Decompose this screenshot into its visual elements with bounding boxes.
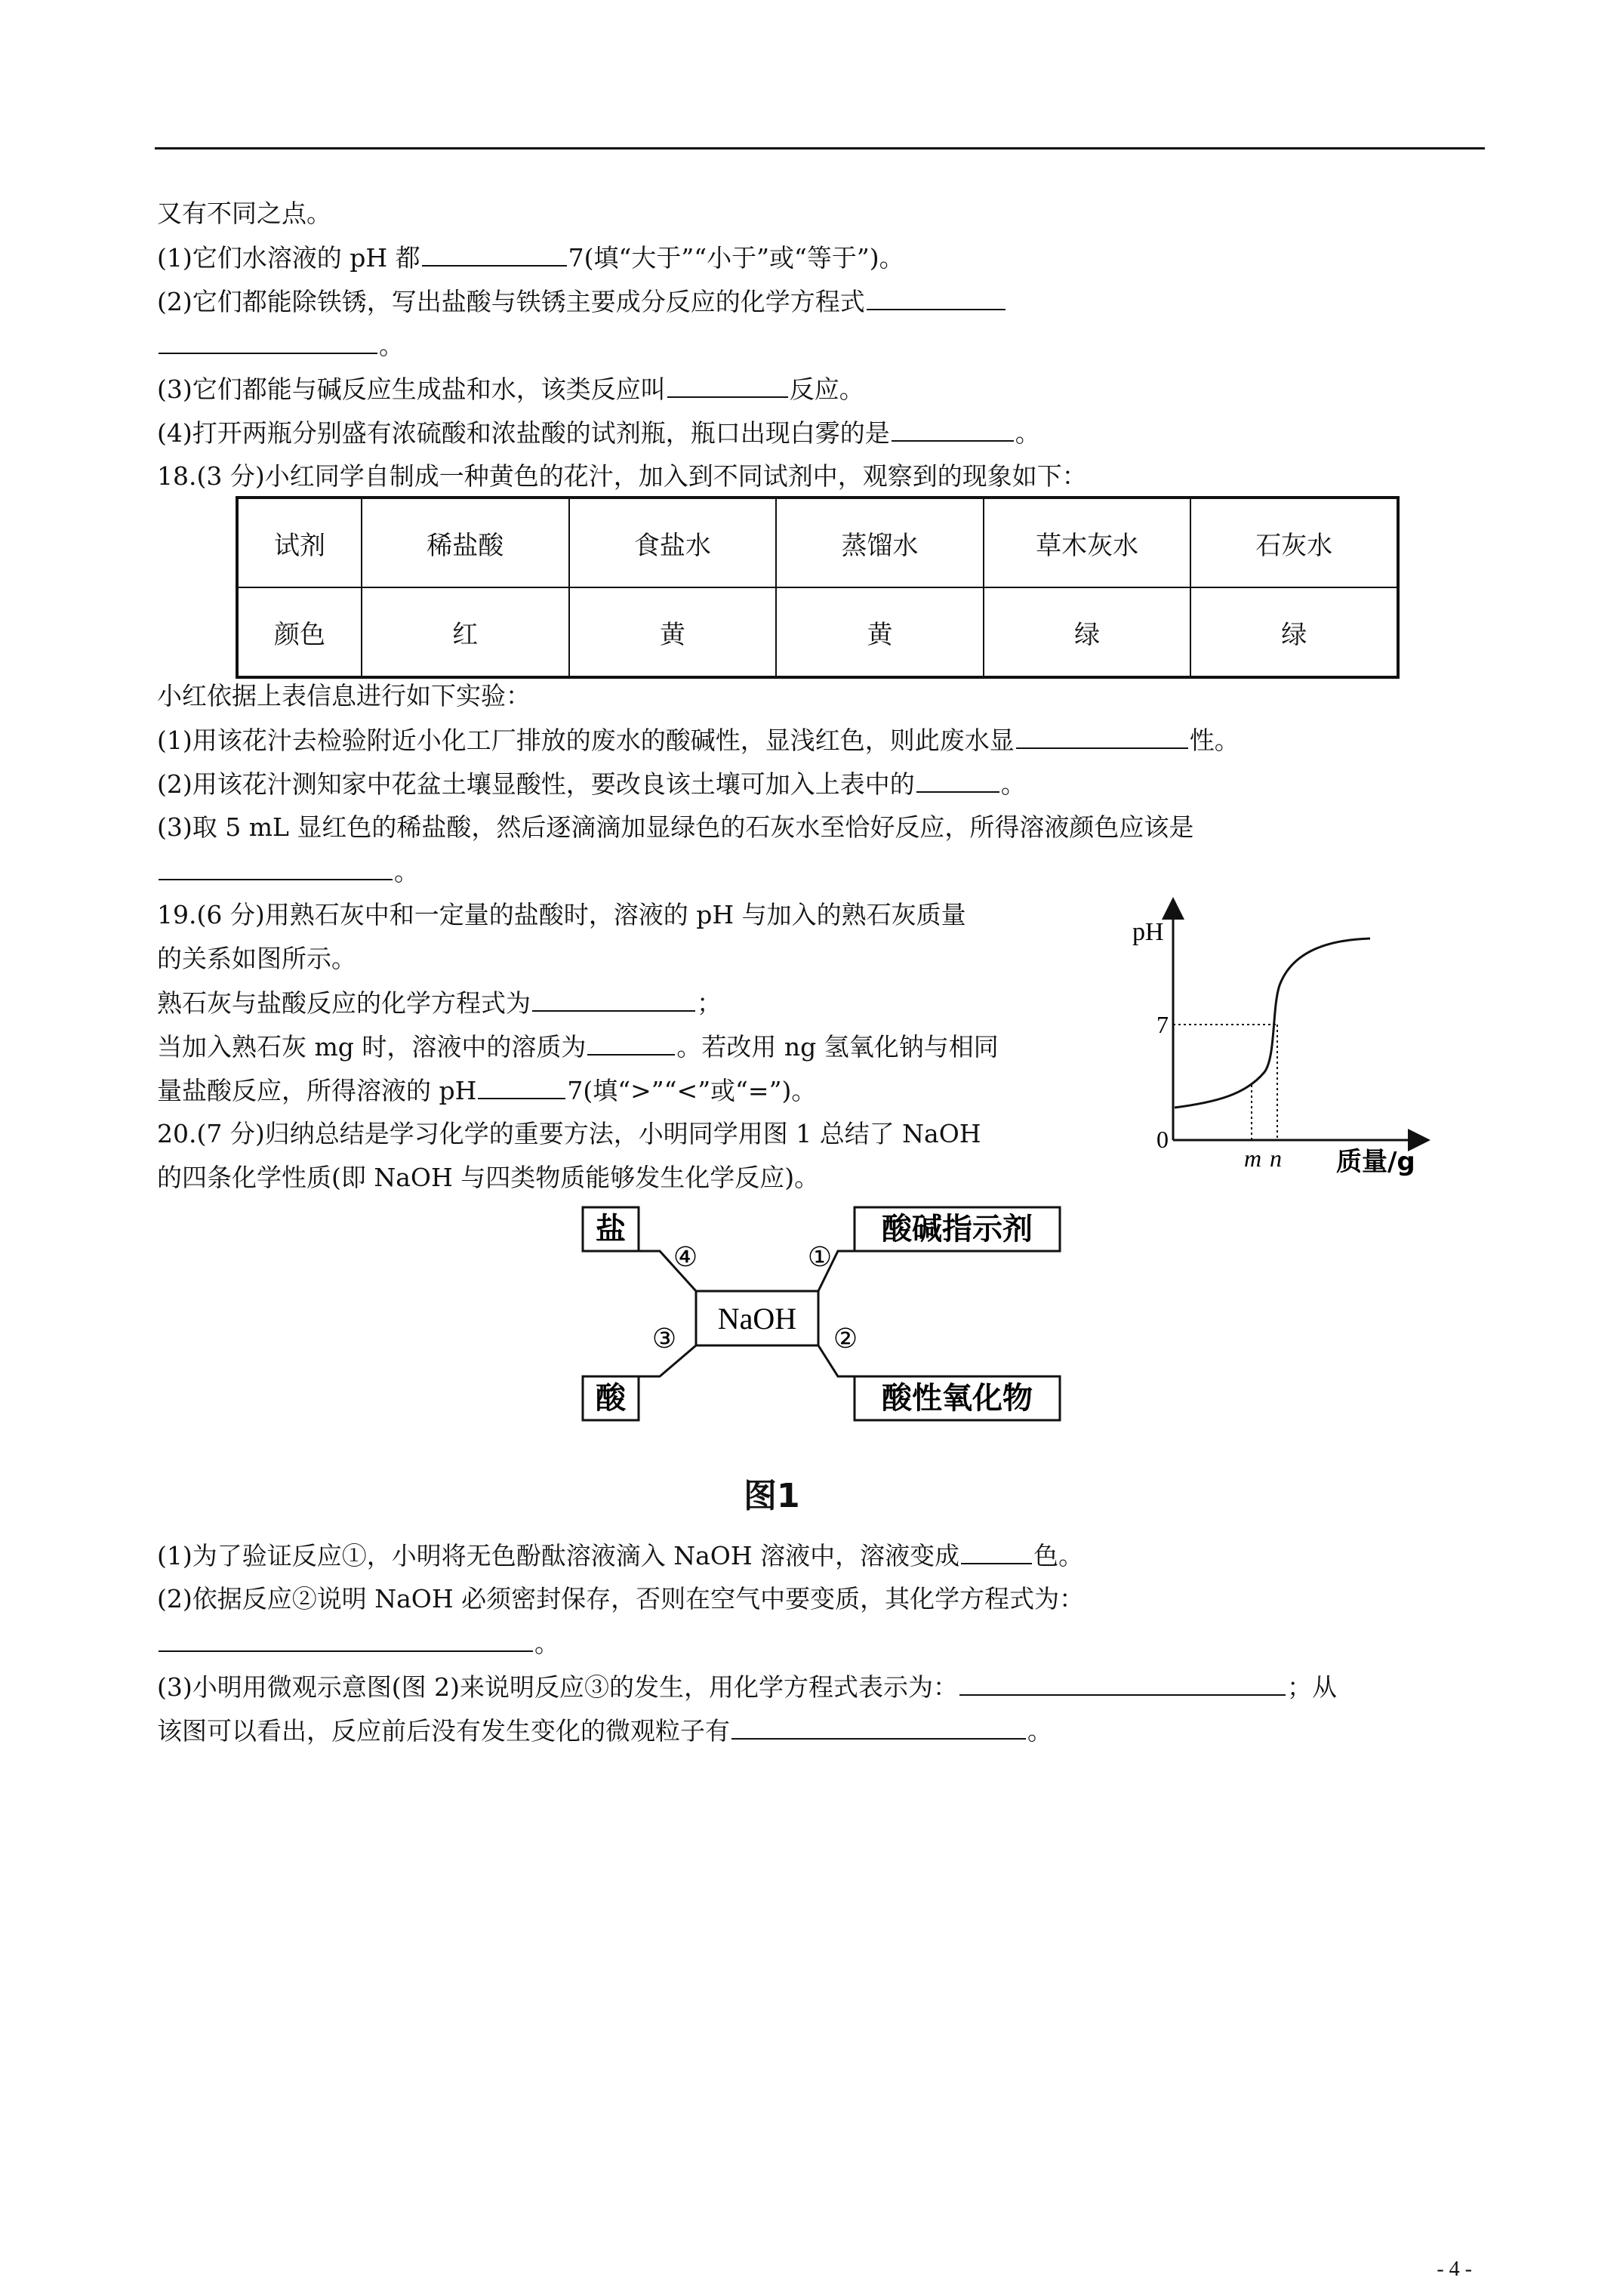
table-cell: 食盐水: [569, 498, 777, 587]
text: ；: [697, 988, 722, 1018]
x-axis-label: 质量/g: [1336, 1147, 1415, 1177]
naoh-properties-diagram: [581, 1204, 1064, 1431]
marker-2: ②: [833, 1324, 858, 1354]
text: 7(填“大于”“小于”或“等于”)。: [568, 243, 904, 273]
figure-caption: 图1: [744, 1477, 800, 1515]
marker-3: ③: [651, 1324, 677, 1354]
question-20-2: (2)依据反应②说明 NaOH 必须密封保存，否则在空气中要变质，其化学方程式为：: [157, 1584, 1085, 1613]
text: 性。: [1189, 726, 1240, 755]
question-19: 19.(6 分)用熟石灰中和一定量的盐酸时，溶液的 pH 与加入的熟石灰质量: [157, 900, 966, 929]
label-acid: 酸: [596, 1381, 626, 1416]
table-row: [237, 498, 1398, 587]
origin-label: 0: [1156, 1126, 1169, 1153]
question-19-ph: [157, 1075, 816, 1106]
question-17-2: [157, 286, 1007, 317]
text: 熟石灰与盐酸反应的化学方程式为: [157, 988, 531, 1018]
answer-blank[interactable]: [159, 856, 393, 880]
answer-blank[interactable]: [422, 242, 567, 267]
table-cell: 石灰水: [1190, 498, 1398, 587]
label-salt: 盐: [596, 1212, 626, 1247]
question-19-eq: [157, 988, 722, 1019]
label-naoh: NaOH: [717, 1302, 797, 1336]
question-19-cont: 的关系如图所示。: [157, 944, 356, 973]
question-20-3: [157, 1672, 1337, 1703]
text: 量盐酸反应，所得溶液的 pH: [157, 1076, 477, 1105]
question-20-2-cont: [157, 1628, 559, 1659]
reagent-color-table: [236, 496, 1400, 679]
marker-4: ④: [673, 1242, 698, 1273]
answer-blank[interactable]: [478, 1075, 565, 1099]
x-tick-m: m: [1244, 1145, 1262, 1172]
label-indicator: 酸碱指示剂: [882, 1212, 1033, 1247]
text: 色。: [1033, 1541, 1084, 1570]
question-17-3: [157, 374, 864, 405]
question-17-1: [157, 242, 904, 273]
question-18-3-cont: [157, 856, 419, 887]
ph-curve: [1175, 938, 1370, 1108]
question-20-3-cont: [157, 1715, 1052, 1746]
table-cell: 稀盐酸: [362, 498, 569, 587]
text: (2)用该花汁测知家中花盆土壤显酸性，要改良该土壤可加入上表中的: [157, 769, 915, 799]
text: 反应。: [789, 374, 864, 404]
table-cell: 绿: [1190, 587, 1398, 677]
question-20-cont: 的四条化学性质(即 NaOH 与四类物质能够发生化学反应)。: [157, 1163, 820, 1192]
text-line: 又有不同之点。: [157, 199, 331, 228]
answer-blank[interactable]: [587, 1031, 675, 1056]
text: (3)小明用微观示意图(图 2)来说明反应③的发生，用化学方程式表示为：: [157, 1672, 958, 1702]
question-18-1: [157, 725, 1240, 756]
answer-blank[interactable]: [959, 1672, 1286, 1696]
question-18-2: [157, 769, 1026, 800]
answer-blank[interactable]: [532, 988, 695, 1012]
table-cell: 试剂: [237, 498, 362, 587]
question-17-2-cont: [157, 330, 404, 361]
text: 。: [1015, 418, 1040, 448]
text: 7(填“>”“<”或“=”)。: [567, 1076, 817, 1105]
page-number: - 4 -: [1437, 2257, 1472, 2281]
answer-blank[interactable]: [961, 1540, 1032, 1564]
answer-blank[interactable]: [892, 418, 1014, 442]
question-18: 18.(3 分)小红同学自制成一种黄色的花汁，加入到不同试剂中，观察到的现象如下：: [157, 461, 1087, 491]
text: (4)打开两瓶分别盛有浓硫酸和浓盐酸的试剂瓶，瓶口出现白雾的是: [157, 418, 890, 448]
table-cell: 绿: [984, 587, 1191, 677]
question-19-solute: [157, 1031, 999, 1062]
text: 。: [1027, 1716, 1052, 1746]
text: (1)用该花汁去检验附近小化工厂排放的废水的酸碱性，显浅红色，则此废水显: [157, 726, 1015, 755]
text: 。: [1000, 769, 1026, 799]
table-row: [237, 587, 1398, 677]
answer-blank[interactable]: [867, 286, 1006, 310]
answer-blank[interactable]: [916, 769, 999, 793]
text: ；从: [1286, 1672, 1337, 1702]
question-20: 20.(7 分)归纳总结是学习化学的重要方法，小明同学用图 1 总结了 NaOH: [157, 1119, 981, 1148]
text: (1)它们水溶液的 pH 都: [157, 243, 420, 273]
table-cell: 颜色: [237, 587, 362, 677]
y-axis-label: pH: [1132, 918, 1164, 946]
text: 。: [379, 331, 404, 360]
table-cell: 黄: [776, 587, 984, 677]
label-acidic-oxide: 酸性氧化物: [882, 1381, 1033, 1416]
text: 。: [394, 857, 419, 886]
text: 。: [534, 1629, 559, 1658]
question-18-intro: 小红依据上表信息进行如下实验：: [157, 681, 531, 710]
answer-blank[interactable]: [1016, 725, 1188, 749]
table-cell: 蒸馏水: [776, 498, 984, 587]
text: 。若改用 ng 氢氧化钠与相同: [676, 1032, 999, 1062]
answer-blank[interactable]: [731, 1715, 1026, 1740]
question-18-3: (3)取 5 mL 显红色的稀盐酸，然后逐滴滴加显绿色的石灰水至恰好反应，所得溶液颜色应该是: [157, 812, 1194, 842]
text: 该图可以看出，反应前后没有发生变化的微观粒子有: [157, 1716, 730, 1746]
answer-blank[interactable]: [159, 1628, 533, 1652]
table-cell: 红: [362, 587, 569, 677]
table-cell: 草木灰水: [984, 498, 1191, 587]
question-20-1: [157, 1540, 1083, 1571]
ph-graph: [1117, 895, 1434, 1182]
x-tick-n: n: [1270, 1145, 1282, 1172]
text: (1)为了验证反应①，小明将无色酚酞溶液滴入 NaOH 溶液中，溶液变成: [157, 1541, 960, 1570]
table-cell: 黄: [569, 587, 777, 677]
question-17-4: [157, 418, 1040, 448]
header-rule: [155, 147, 1485, 149]
text: (3)它们都能与碱反应生成盐和水，该类反应叫: [157, 374, 666, 404]
answer-blank[interactable]: [159, 330, 377, 354]
text: 当加入熟石灰 mg 时，溶液中的溶质为: [157, 1032, 587, 1062]
answer-blank[interactable]: [667, 374, 788, 398]
text: (2)它们都能除铁锈，写出盐酸与铁锈主要成分反应的化学方程式: [157, 287, 865, 316]
y-tick-label: 7: [1156, 1011, 1169, 1038]
marker-1: ①: [807, 1242, 833, 1273]
